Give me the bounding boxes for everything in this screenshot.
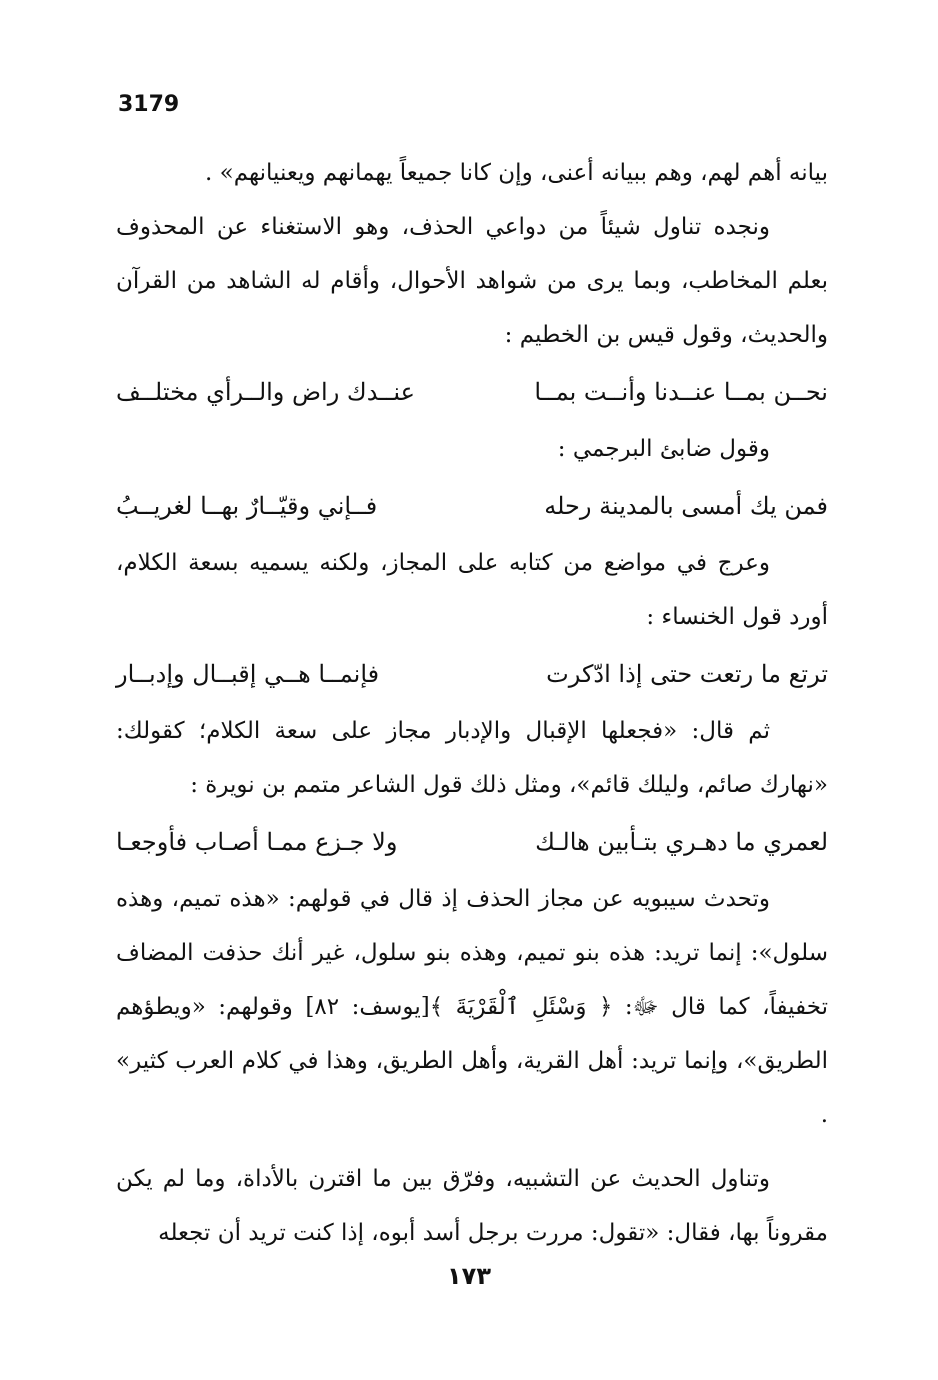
verse-4-second-hemistich: ولا جـزع ممـا أصـاب فأوجعـا <box>116 828 398 856</box>
verse-4-first-hemistich: لعمري ما دهـري بتـأبين هالـك <box>535 828 828 856</box>
paragraph-2: ونجده تناول شيئاً من دواعي الحذف، وهو الاستغناء عن المحذوف بعلم المخاطب، وبما يرى من شواهد الأحوال، وأقام له الشاهد من القرآن والحديث، وقول قيس بن الخطيم : <box>116 214 828 348</box>
verse-3-second-hemistich: فإنمــا هــي إقبــال وإدبــار <box>116 660 380 688</box>
verse-1-second-hemistich: عنــدك راض والــرأي مختلــف <box>116 378 415 406</box>
verse-2-first-hemistich: فمن يك أمسى بالمدينة رحله <box>544 492 828 520</box>
paragraph-3: وقول ضابئ البرجمي : <box>557 436 770 462</box>
page-number: ١٧٣ <box>447 1262 491 1290</box>
paragraph-4: وعرج في مواضع من كتابه على المجاز، ولكنه يسميه بسعة الكلام، أورد قول الخنساء : <box>116 550 828 630</box>
verse-2-second-hemistich: فــإني وقيّــارٌ بهــا لغريــبُ <box>116 492 378 520</box>
verse-2 <box>116 476 828 536</box>
verse-4 <box>116 812 828 872</box>
verse-1 <box>116 362 828 422</box>
verse-1-first-hemistich: نحــن بمــا عنــدنا وأنــت بمــا <box>534 378 828 406</box>
verse-3-first-hemistich: ترتع ما رتعت حتى إذا ادّكرت <box>546 660 828 688</box>
verse-3 <box>116 644 828 704</box>
paragraph-5: ثم قال: «فجعلها الإقبال والإدبار مجاز على سعة الكلام؛ كقولك: «نهارك صائم، وليلك قائم»، ومثل ذلك قول الشاعر متمم بن نويرة : <box>116 718 828 798</box>
page-id: 3179 <box>118 92 180 117</box>
paragraph-7: وتناول الحديث عن التشبيه، وفرّق بين ما اقترن بالأداة، وما لم يكن مقروناً بها، فقال: «تقول: مررت برجل أسد أبوه، إذا كنت تريد أن تجعله <box>116 1166 828 1246</box>
body-text <box>116 146 828 1260</box>
paragraph-6: وتحدث سيبويه عن مجاز الحذف إذ قال في قولهم: «هذه تميم، وهذه سلول»: إنما تريد: هذه بنو تميم، وهذه بنو سلول، غير أنك حذفت المضاف تخفيفاً، كما قال ﷻ: ﴿ وَسْئَلِ ٱلْقَرْيَةَ ﴾[يوسف: ٨٢] وقولهم: «ويطؤهم الطريق»، وإنما تريد: أهل القرية، وأهل الطريق، وهذا في كلام العرب كثير» . <box>116 886 828 1128</box>
paragraph-1: بيانه أهم لهم، وهم ببيانه أعنى، وإن كانا جميعاً يهمانهم ويعنيانهم» . <box>205 160 828 186</box>
